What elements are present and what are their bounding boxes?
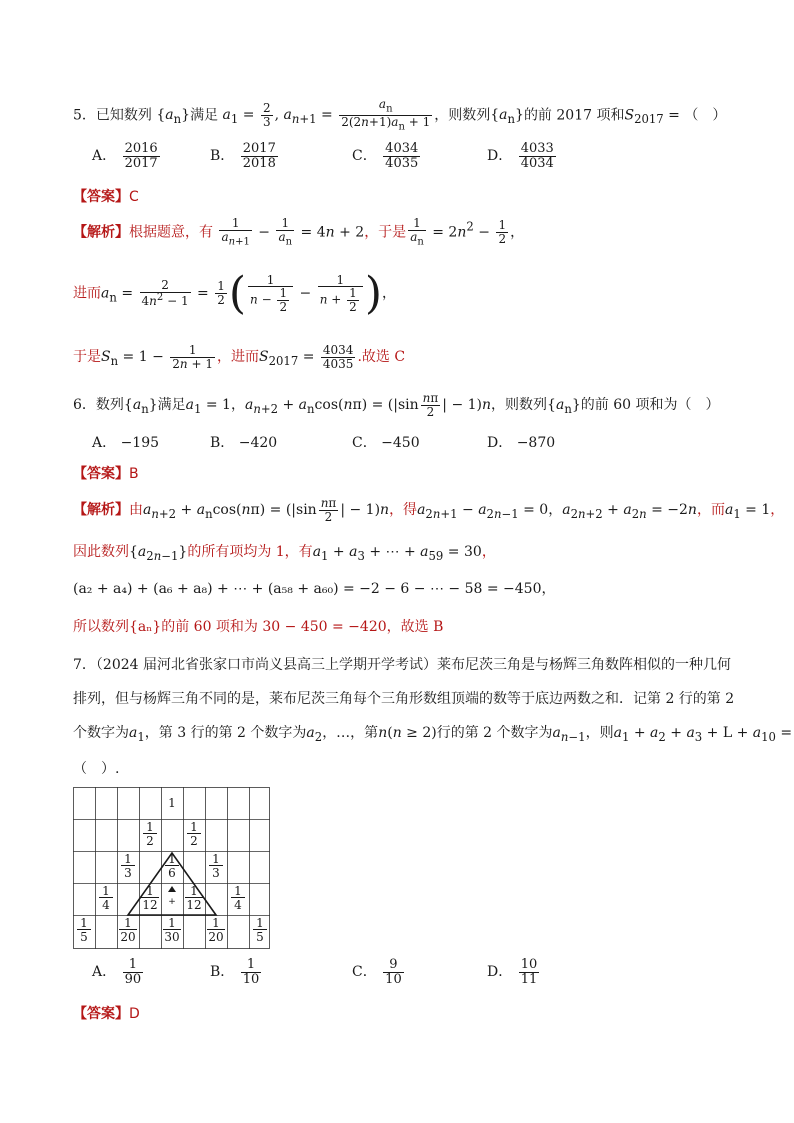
q6-option-c[interactable]: C． −450: [352, 435, 420, 451]
grid-cell-r4c2: 1 12: [142, 884, 158, 912]
q5-condition: $a_1$ = $\frac{2}{3}$ , $a_{n+1}$ = $\frac{a_n}{2(2n+1)a_n + 1}$: [222, 97, 431, 133]
q5-number: 5．: [73, 107, 96, 124]
q6-analysis-line1: 【解析】由$a_{n+2} + a_n\cos(n\pi) = (|\sin$ $\frac{n\pi}{2}$ | − 1)n，得$a_{2n+1} - a_{2n-1} = 0$，$a_{2n+2} + a_{2n} = -2n$，而$a_1 = 1$，: [73, 496, 785, 524]
q7-stem-line1: 7．（2024 届河北省张家口市尚义县高三上学期开学考试）莱布尼茨三角是与杨辉三角数阵相似的一种几何: [73, 657, 731, 673]
q7-stem-line3: 个数字为$a_1$，第 3 行的第 2 个数字为$a_2$，…，第n(n ≥ 2)行的第 2 个数字为$a_{n-1}$，则$a_1 + a_2 + a_3 + L + a_{10}$ =: [73, 725, 793, 744]
q5-option-b[interactable]: B． $\frac{2017}{2018}$: [210, 141, 276, 171]
grid-cell-r5c4: 1 20: [208, 916, 224, 944]
q7-answer: 【答案】D: [73, 1006, 140, 1022]
grid-cell-r5c3: 1 30: [164, 916, 180, 944]
grid-cell-r5c1: 1 5: [77, 917, 91, 943]
q6-analysis-line4: 所以数列{aₙ}的前 60 项和为 30 − 450 = −420，故选 B: [73, 619, 444, 635]
q5-analysis-line2: 进而$a_n$ = $\frac{2}{4n^2 - 1}$ = $\frac{1}{2}$ ( 1 n − $\frac{1}{2}$ − 1 n + $\frac{1}{2}$ )，: [73, 268, 396, 319]
grid-cell-r3c3: 1 3: [209, 853, 223, 879]
grid-cell-r4c3: 1 12: [186, 884, 202, 912]
q7-stem-line4: （ ）.: [73, 761, 120, 777]
q7-option-d[interactable]: D． $\frac{10}{11}$: [487, 957, 538, 987]
q6-option-d[interactable]: D． −870: [487, 435, 556, 451]
grid-cell-r4c1: 1 4: [99, 885, 113, 911]
q5-seq-symbol: $\{a_n\}$: [156, 107, 191, 127]
q5-analysis-line3: 于是$S_n = 1$ − $\frac{1}{2n + 1}$ ，进而$S_{2017}$ = $\frac{4034}{4035}$ .故选 C: [73, 343, 406, 371]
q7-option-a[interactable]: A． $\frac{1}{90}$: [92, 957, 142, 987]
leibniz-triangle-grid: [73, 787, 270, 949]
q7-option-c[interactable]: C． $\frac{9}{10}$: [352, 957, 402, 987]
q7-stem-line2: 排列，但与杨辉三角不同的是，莱布尼茨三角每个三角形数组顶端的数等于底边两数之和．记第 2 行的第 2: [73, 691, 735, 707]
q6-option-b[interactable]: B． −420: [210, 435, 278, 451]
grid-cell-r2c2: 1 2: [187, 821, 201, 847]
grid-cell-r2c1: 1 2: [143, 821, 157, 847]
q5-option-a[interactable]: A． $\frac{2016}{2017}$: [92, 141, 158, 171]
q6-analysis-line3: (a₂ + a₄) + (a₆ + a₈) + ⋯ + (a₅₈ + a₆₀) = −2 − 6 − ⋯ − 58 = −450，: [73, 581, 556, 597]
q6-analysis-line2: 因此数列$\{a_{2n-1}\}$的所有项均为 1，有$a_1 + a_3$ + ⋯ + $a_{59} = 30$，: [73, 544, 496, 563]
q7-option-b[interactable]: B． $\frac{1}{10}$: [210, 957, 260, 987]
q6-answer: 【答案】B: [73, 466, 139, 482]
q5-option-d[interactable]: D． $\frac{4033}{4034}$: [487, 141, 554, 171]
q5-analysis-line1: 【解析】根据题意，有 $\frac{1}{a_{n+1}}$ − $\frac{1}{a_n}$ = 4n + 2，于是 $\frac{1}{a_n}$ = $2n^2$ − $\frac{1}{2}$ ，: [73, 216, 525, 247]
q6-stem: 6．数列$\{a_n\}$满足$a_1 = 1$，$a_{n+2} + a_n\cos(n\pi) = (|\sin$ $\frac{n\pi}{2}$ | − 1)n，则数列$\{a_n\}$的前 60 项和为（ ）: [73, 391, 720, 419]
grid-cell-r1: 1: [168, 796, 176, 810]
grid-cell-r4c4: 1 4: [231, 885, 245, 911]
grid-cell-r5c5: 1 5: [253, 917, 267, 943]
q5-answer: 【答案】C: [73, 189, 139, 205]
plus-icon: +: [168, 897, 176, 907]
grid-cell-r3c1: 1 3: [121, 853, 135, 879]
q5-stem: 5．已知数列 $\{a_n\}$满足 $a_1$ = $\frac{2}{3}$ , $a_{n+1}$ = $\frac{a_n}{2(2n+1)a_n + 1}$ ，则数列$\{a_n\}$的前 2017 项和$S_{2017}$ = （ ）: [73, 97, 727, 133]
q6-number: 6．: [73, 397, 96, 414]
q5-option-c[interactable]: C． $\frac{4034}{4035}$: [352, 141, 419, 171]
grid-cell-r3c2: 1 6: [165, 853, 179, 879]
grid-cell-r5c2: 1 20: [120, 916, 136, 944]
up-arrow-icon: [168, 886, 176, 892]
q6-option-a[interactable]: A． −195: [92, 435, 160, 451]
